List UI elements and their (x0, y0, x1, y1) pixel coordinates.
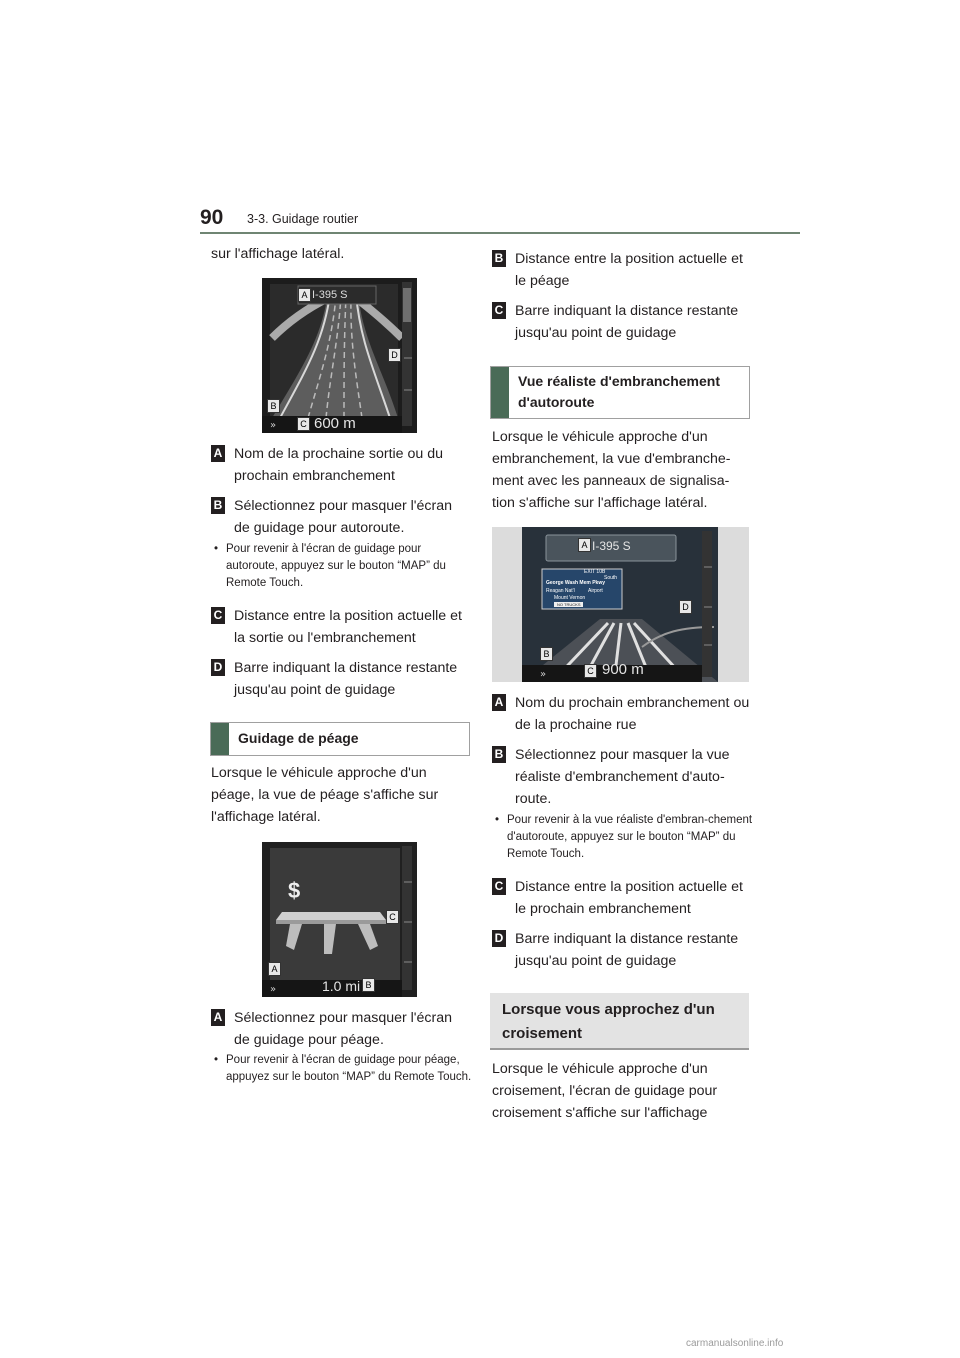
legend-letter: B (211, 497, 225, 514)
note-junction: • Pour revenir à la vue réaliste d'embran-chement d'autoroute, appuyez sur le bouton “MAP” du Remote Touch. (495, 814, 753, 860)
fig1-callout-b: B (267, 399, 280, 413)
legend-junction-item-c (492, 876, 750, 920)
svg-text:»: » (270, 984, 277, 995)
legend-text: Sélectionnez pour masquer l'écran de guidage pour péage. (234, 1010, 453, 1048)
legend-item-d (211, 657, 466, 701)
page-number: 90 (200, 206, 224, 229)
legend-item-c (211, 605, 466, 649)
fig1-callout-c: C (297, 417, 310, 431)
legend-text: Nom du prochain embranchement ou de la prochaine rue (515, 695, 750, 733)
heading-junction-view (490, 366, 750, 419)
fig3-callout-b: B (540, 647, 553, 661)
note-text: Pour revenir à la vue réaliste d'embran-chement d'autoroute, appuyez sur le bouton “MAP” du Remote Touch. (507, 814, 753, 860)
note-text: Pour revenir à l'écran de guidage pour autoroute, appuyez sur le bouton “MAP” du Remote Touch. (226, 543, 446, 589)
legend-text: Barre indiquant la distance restante jusqu'au point de guidage (234, 660, 458, 698)
fig1-callout-a: A (298, 288, 311, 302)
sign-george: George Wash Mem Pkwy (546, 580, 605, 586)
heading-crossing (490, 993, 749, 1050)
sign-exit: EXIT 10B (584, 569, 606, 575)
heading-text: Lorsque vous approchez d'un croisement (502, 1001, 715, 1042)
toll-paragraph: Lorsque le véhicule approche d'un péage, la vue de péage s'affiche sur l'affichage latéral. (211, 765, 439, 825)
toll-dollar-icon: $ (288, 878, 301, 903)
heading-text: Guidage de péage (238, 730, 359, 746)
legend-text: Distance entre la position actuelle et la sortie ou l'embranchement (234, 608, 462, 646)
crossing-paragraph: Lorsque le véhicule approche d'un croisement, l'écran de guidage pour croisement s'affiche sur l'affichage (492, 1061, 718, 1121)
fig3-distance: 900 m (602, 661, 644, 678)
legend-item-a (211, 443, 466, 487)
note-highway: • Pour revenir à l'écran de guidage pour autoroute, appuyez sur le bouton “MAP” du Remote Touch. (214, 543, 446, 589)
fig2-callout-b: B (362, 978, 375, 992)
sign-no-trucks: NO TRUCKS (554, 602, 583, 607)
svg-text:»: » (270, 420, 277, 431)
sign-vernon: Mount Vernon (554, 595, 586, 601)
sign-south: South (604, 575, 618, 581)
legend-item-b (211, 495, 466, 539)
note-text: Pour revenir à l'écran de guidage pour péage, appuyez sur le bouton “MAP” du Remote Touch. (226, 1054, 472, 1083)
legend-junction-item-a (492, 692, 750, 736)
legend-toll-item-b (492, 248, 750, 292)
legend-text: Barre indiquant la distance restante jusqu'au point de guidage (515, 303, 739, 341)
legend-letter: A (211, 445, 225, 462)
fig1-distance: 600 m (314, 415, 356, 432)
legend-letter: C (492, 302, 506, 319)
legend-letter: A (211, 1009, 225, 1026)
fig1-road-label: I-395 S (312, 289, 348, 301)
fig2-distance: 1.0 mi (322, 978, 361, 994)
intro-text: sur l'affichage latéral. (211, 246, 345, 262)
legend-toll-item-a (211, 1007, 466, 1051)
legend-letter: D (492, 930, 506, 947)
legend-letter: B (492, 250, 506, 267)
watermark: carmanualsonline.info (686, 1338, 784, 1349)
fig3-callout-d: D (679, 600, 692, 614)
junction-paragraph: Lorsque le véhicule approche d'un embranchement, la vue d'embranche-ment avec les panneaux de signalisa-tion s'affiche sur l'affichage latéral. (492, 429, 731, 511)
legend-text: Distance entre la position actuelle et le péage (515, 251, 743, 289)
legend-text: Sélectionnez pour masquer l'écran de guidage pour autoroute. (234, 498, 453, 536)
toll-guidance-figure (262, 842, 417, 997)
fig2-callout-c: C (386, 910, 399, 924)
legend-junction-item-d (492, 928, 750, 972)
junction-view-figure (492, 527, 749, 682)
legend-letter: B (492, 746, 506, 763)
fig1-callout-d: D (388, 348, 401, 362)
sign-reagan: Reagan Nat'l (546, 588, 575, 594)
fig3-callout-a: A (578, 538, 591, 552)
sign-airport: Airport (588, 588, 603, 594)
legend-text: Nom de la prochaine sortie ou du prochain embranchement (234, 446, 443, 484)
legend-text: Barre indiquant la distance restante jusqu'au point de guidage (515, 931, 739, 969)
note-toll: • Pour revenir à l'écran de guidage pour péage, appuyez sur le bouton “MAP” du Remote Touch. (214, 1054, 472, 1083)
legend-letter: D (211, 659, 225, 676)
highway-guidance-figure (262, 278, 417, 433)
legend-junction-item-b (492, 744, 750, 810)
legend-toll-item-c (492, 300, 750, 344)
fig3-road-label: I-395 S (592, 539, 631, 553)
legend-letter: C (211, 607, 225, 624)
legend-letter: C (492, 878, 506, 895)
fig2-callout-a: A (268, 962, 281, 976)
section-title: 3-3. Guidage routier (247, 212, 359, 226)
legend-text: Sélectionnez pour masquer la vue réaliste d'embranchement d'auto-route. (515, 747, 730, 807)
header-rule (200, 232, 800, 234)
fig3-callout-c: C (584, 664, 597, 678)
heading-toll-guidance (210, 722, 470, 756)
svg-text:»: » (540, 669, 547, 680)
legend-text: Distance entre la position actuelle et le prochain embranchement (515, 879, 743, 917)
legend-letter: A (492, 694, 506, 711)
heading-text: Vue réaliste d'embranchement d'autoroute (518, 373, 720, 410)
